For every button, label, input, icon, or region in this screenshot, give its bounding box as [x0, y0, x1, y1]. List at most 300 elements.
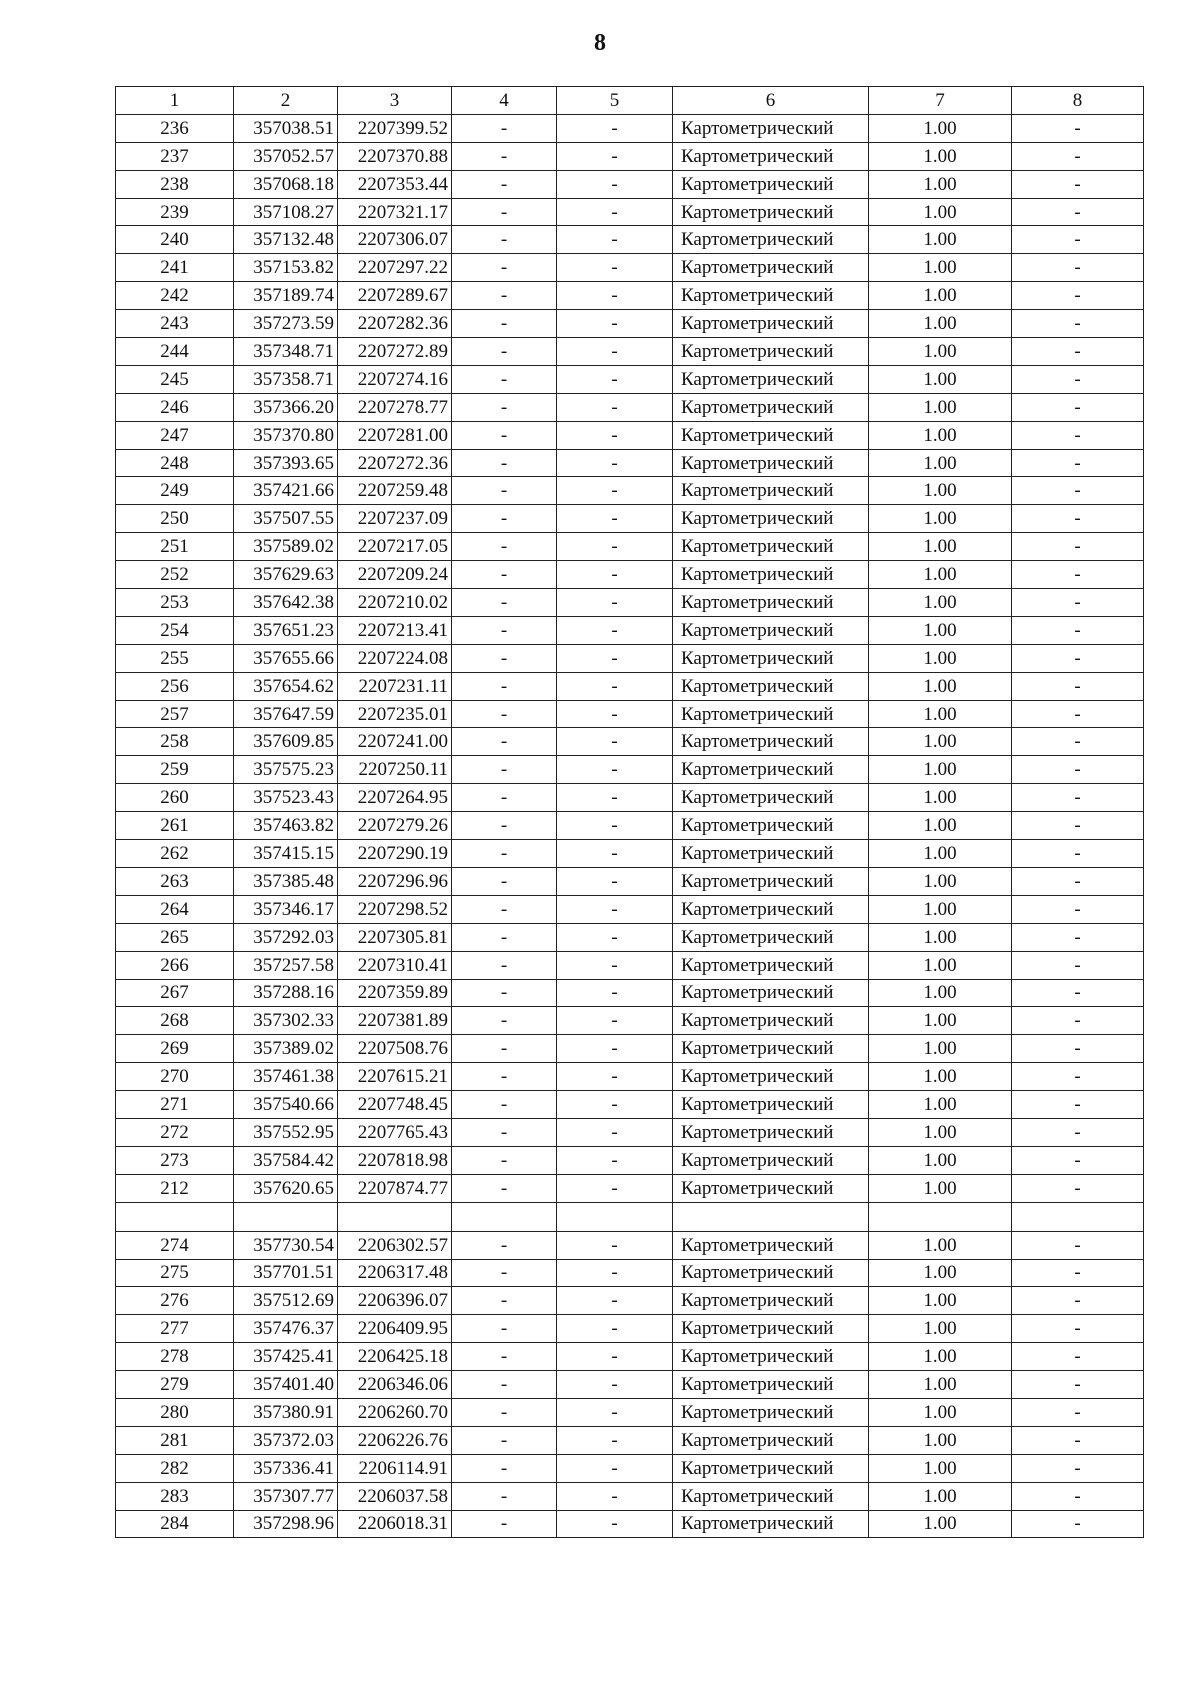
col8-cell: - — [1012, 672, 1144, 700]
coordinates-table — [115, 86, 1144, 1538]
y-coordinate-cell: 2207370.88 — [338, 142, 452, 170]
method-cell: Картометрический — [673, 1118, 869, 1146]
x-coordinate-cell: 357461.38 — [234, 1063, 338, 1091]
col5-cell: - — [557, 589, 673, 617]
col4-cell: - — [452, 1315, 557, 1343]
y-coordinate-cell: 2206018.31 — [338, 1510, 452, 1538]
column-header: 8 — [1012, 87, 1144, 115]
table-row — [116, 840, 1144, 868]
col4-cell: - — [452, 951, 557, 979]
y-coordinate-cell: 2207305.81 — [338, 923, 452, 951]
col4-cell: - — [452, 142, 557, 170]
x-coordinate-cell: 357108.27 — [234, 198, 338, 226]
col5-cell: - — [557, 951, 673, 979]
accuracy-cell: 1.00 — [869, 393, 1012, 421]
accuracy-cell: 1.00 — [869, 254, 1012, 282]
x-coordinate-cell: 357730.54 — [234, 1231, 338, 1259]
y-coordinate-cell: 2207399.52 — [338, 114, 452, 142]
point-number-cell: 246 — [116, 393, 234, 421]
col8-cell: - — [1012, 1371, 1144, 1399]
table-row — [116, 1343, 1144, 1371]
y-coordinate-cell: 2207765.43 — [338, 1118, 452, 1146]
y-coordinate-cell: 2207213.41 — [338, 616, 452, 644]
method-cell: Картометрический — [673, 700, 869, 728]
col4-cell: - — [452, 728, 557, 756]
y-coordinate-cell: 2207615.21 — [338, 1063, 452, 1091]
col8-cell: - — [1012, 310, 1144, 338]
y-coordinate-cell: 2207874.77 — [338, 1174, 452, 1202]
table-row — [116, 1174, 1144, 1202]
col5-cell: - — [557, 1118, 673, 1146]
point-number-cell: 284 — [116, 1510, 234, 1538]
col4-cell: - — [452, 1398, 557, 1426]
col4-cell: - — [452, 589, 557, 617]
col4-cell: - — [452, 812, 557, 840]
col5-cell: - — [557, 1315, 673, 1343]
method-cell: Картометрический — [673, 979, 869, 1007]
point-number-cell: 252 — [116, 561, 234, 589]
table-row — [116, 979, 1144, 1007]
col4-cell: - — [452, 784, 557, 812]
method-cell: Картометрический — [673, 1063, 869, 1091]
x-coordinate-cell: 357589.02 — [234, 533, 338, 561]
y-coordinate-cell: 2207224.08 — [338, 644, 452, 672]
method-cell: Картометрический — [673, 1146, 869, 1174]
accuracy-cell: 1.00 — [869, 1091, 1012, 1119]
column-header: 1 — [116, 87, 234, 115]
table-row — [116, 393, 1144, 421]
y-coordinate-cell: 2207297.22 — [338, 254, 452, 282]
accuracy-cell: 1.00 — [869, 923, 1012, 951]
col4-cell: - — [452, 923, 557, 951]
col5-cell: - — [557, 979, 673, 1007]
col4-cell: - — [452, 1371, 557, 1399]
col8-cell: - — [1012, 1315, 1144, 1343]
point-number-cell: 277 — [116, 1315, 234, 1343]
col5-cell: - — [557, 1426, 673, 1454]
y-coordinate-cell: 2207818.98 — [338, 1146, 452, 1174]
y-coordinate-cell: 2207359.89 — [338, 979, 452, 1007]
col8-cell: - — [1012, 365, 1144, 393]
method-cell: Картометрический — [673, 895, 869, 923]
accuracy-cell: 1.00 — [869, 226, 1012, 254]
col5-cell: - — [557, 365, 673, 393]
col5-cell: - — [557, 114, 673, 142]
table-row — [116, 728, 1144, 756]
table-row — [116, 923, 1144, 951]
point-number-cell: 278 — [116, 1343, 234, 1371]
method-cell: Картометрический — [673, 114, 869, 142]
col8-cell: - — [1012, 589, 1144, 617]
table-body — [116, 114, 1144, 1538]
accuracy-cell: 1.00 — [869, 533, 1012, 561]
col5-cell: - — [557, 700, 673, 728]
x-coordinate-cell: 357366.20 — [234, 393, 338, 421]
col8-cell: - — [1012, 477, 1144, 505]
y-coordinate-cell: 2207353.44 — [338, 170, 452, 198]
point-number-cell: 258 — [116, 728, 234, 756]
col5-cell: - — [557, 393, 673, 421]
point-number-cell: 241 — [116, 254, 234, 282]
col4-cell: - — [452, 365, 557, 393]
col5-cell: - — [557, 616, 673, 644]
column-header: 6 — [673, 87, 869, 115]
col5-cell — [557, 1202, 673, 1231]
y-coordinate-cell: 2207272.36 — [338, 449, 452, 477]
table-row — [116, 114, 1144, 142]
point-number-cell: 272 — [116, 1118, 234, 1146]
accuracy-cell: 1.00 — [869, 1146, 1012, 1174]
point-number-cell: 249 — [116, 477, 234, 505]
col5-cell: - — [557, 1146, 673, 1174]
table-row — [116, 784, 1144, 812]
table-row — [116, 1063, 1144, 1091]
col5-cell: - — [557, 142, 673, 170]
x-coordinate-cell: 357132.48 — [234, 226, 338, 254]
table-row — [116, 198, 1144, 226]
point-number-cell: 266 — [116, 951, 234, 979]
col8-cell: - — [1012, 1259, 1144, 1287]
y-coordinate-cell: 2207296.96 — [338, 867, 452, 895]
method-cell: Картометрический — [673, 393, 869, 421]
col5-cell: - — [557, 1482, 673, 1510]
col5-cell: - — [557, 867, 673, 895]
point-number-cell: 254 — [116, 616, 234, 644]
point-number-cell: 268 — [116, 1007, 234, 1035]
accuracy-cell: 1.00 — [869, 616, 1012, 644]
column-header: 4 — [452, 87, 557, 115]
col8-cell: - — [1012, 1118, 1144, 1146]
x-coordinate-cell: 357575.23 — [234, 756, 338, 784]
table-row — [116, 561, 1144, 589]
method-cell: Картометрический — [673, 616, 869, 644]
x-coordinate-cell: 357358.71 — [234, 365, 338, 393]
accuracy-cell: 1.00 — [869, 365, 1012, 393]
y-coordinate-cell: 2207235.01 — [338, 700, 452, 728]
col5-cell: - — [557, 1398, 673, 1426]
point-number-cell: 275 — [116, 1259, 234, 1287]
col4-cell: - — [452, 756, 557, 784]
y-coordinate-cell: 2207264.95 — [338, 784, 452, 812]
col8-cell: - — [1012, 644, 1144, 672]
table-row — [116, 644, 1144, 672]
point-number-cell: 265 — [116, 923, 234, 951]
table-row — [116, 616, 1144, 644]
x-coordinate-cell: 357512.69 — [234, 1287, 338, 1315]
table-row — [116, 672, 1144, 700]
y-coordinate-cell: 2207210.02 — [338, 589, 452, 617]
col4-cell: - — [452, 672, 557, 700]
y-coordinate-cell: 2207217.05 — [338, 533, 452, 561]
table-row — [116, 449, 1144, 477]
y-coordinate-cell: 2207259.48 — [338, 477, 452, 505]
col4-cell: - — [452, 170, 557, 198]
col5-cell: - — [557, 505, 673, 533]
method-cell: Картометрический — [673, 784, 869, 812]
method-cell: Картометрический — [673, 365, 869, 393]
accuracy-cell: 1.00 — [869, 644, 1012, 672]
table-header-row — [116, 87, 1144, 115]
y-coordinate-cell: 2206425.18 — [338, 1343, 452, 1371]
col5-cell: - — [557, 226, 673, 254]
col5-cell: - — [557, 198, 673, 226]
col4-cell: - — [452, 254, 557, 282]
point-number-cell — [116, 1202, 234, 1231]
column-header: 2 — [234, 87, 338, 115]
point-number-cell: 250 — [116, 505, 234, 533]
col8-cell: - — [1012, 840, 1144, 868]
table-row — [116, 365, 1144, 393]
method-cell: Картометрический — [673, 1007, 869, 1035]
point-number-cell: 260 — [116, 784, 234, 812]
col8-cell: - — [1012, 1035, 1144, 1063]
col5-cell: - — [557, 1259, 673, 1287]
col8-cell: - — [1012, 282, 1144, 310]
accuracy-cell: 1.00 — [869, 1426, 1012, 1454]
col4-cell: - — [452, 1231, 557, 1259]
col8-cell: - — [1012, 1063, 1144, 1091]
method-cell: Картометрический — [673, 449, 869, 477]
col8-cell: - — [1012, 812, 1144, 840]
col8-cell: - — [1012, 784, 1144, 812]
x-coordinate-cell: 357421.66 — [234, 477, 338, 505]
accuracy-cell: 1.00 — [869, 114, 1012, 142]
col8-cell: - — [1012, 198, 1144, 226]
y-coordinate-cell: 2206260.70 — [338, 1398, 452, 1426]
y-coordinate-cell: 2206226.76 — [338, 1426, 452, 1454]
col8-cell: - — [1012, 505, 1144, 533]
y-coordinate-cell: 2207209.24 — [338, 561, 452, 589]
x-coordinate-cell: 357189.74 — [234, 282, 338, 310]
table-row — [116, 142, 1144, 170]
accuracy-cell: 1.00 — [869, 1231, 1012, 1259]
accuracy-cell: 1.00 — [869, 1035, 1012, 1063]
point-number-cell: 247 — [116, 421, 234, 449]
x-coordinate-cell: 357552.95 — [234, 1118, 338, 1146]
col4-cell: - — [452, 421, 557, 449]
x-coordinate-cell: 357302.33 — [234, 1007, 338, 1035]
col4-cell: - — [452, 1007, 557, 1035]
point-number-cell: 281 — [116, 1426, 234, 1454]
accuracy-cell: 1.00 — [869, 728, 1012, 756]
accuracy-cell: 1.00 — [869, 282, 1012, 310]
y-coordinate-cell: 2206409.95 — [338, 1315, 452, 1343]
table-row — [116, 1091, 1144, 1119]
x-coordinate-cell: 357701.51 — [234, 1259, 338, 1287]
y-coordinate-cell: 2207381.89 — [338, 1007, 452, 1035]
col4-cell: - — [452, 700, 557, 728]
accuracy-cell: 1.00 — [869, 784, 1012, 812]
col5-cell: - — [557, 1063, 673, 1091]
method-cell: Картометрический — [673, 1454, 869, 1482]
col5-cell: - — [557, 170, 673, 198]
x-coordinate-cell: 357385.48 — [234, 867, 338, 895]
table-row — [116, 895, 1144, 923]
col5-cell: - — [557, 1007, 673, 1035]
accuracy-cell: 1.00 — [869, 449, 1012, 477]
point-number-cell: 283 — [116, 1482, 234, 1510]
point-number-cell: 212 — [116, 1174, 234, 1202]
column-header: 3 — [338, 87, 452, 115]
point-number-cell: 242 — [116, 282, 234, 310]
point-number-cell: 255 — [116, 644, 234, 672]
col5-cell: - — [557, 338, 673, 366]
col8-cell: - — [1012, 421, 1144, 449]
y-coordinate-cell: 2207278.77 — [338, 393, 452, 421]
method-cell: Картометрический — [673, 1231, 869, 1259]
point-number-cell: 239 — [116, 198, 234, 226]
y-coordinate-cell: 2207231.11 — [338, 672, 452, 700]
method-cell — [673, 1202, 869, 1231]
x-coordinate-cell: 357642.38 — [234, 589, 338, 617]
x-coordinate-cell: 357654.62 — [234, 672, 338, 700]
accuracy-cell: 1.00 — [869, 1007, 1012, 1035]
point-number-cell: 264 — [116, 895, 234, 923]
accuracy-cell: 1.00 — [869, 895, 1012, 923]
table-row — [116, 756, 1144, 784]
table-row — [116, 1259, 1144, 1287]
accuracy-cell: 1.00 — [869, 310, 1012, 338]
col5-cell: - — [557, 1035, 673, 1063]
col4-cell: - — [452, 561, 557, 589]
point-number-cell: 267 — [116, 979, 234, 1007]
method-cell: Картометрический — [673, 310, 869, 338]
col4-cell: - — [452, 840, 557, 868]
col5-cell: - — [557, 728, 673, 756]
col5-cell: - — [557, 1454, 673, 1482]
accuracy-cell: 1.00 — [869, 867, 1012, 895]
col8-cell: - — [1012, 1426, 1144, 1454]
col8-cell: - — [1012, 979, 1144, 1007]
y-coordinate-cell: 2207298.52 — [338, 895, 452, 923]
accuracy-cell: 1.00 — [869, 589, 1012, 617]
x-coordinate-cell: 357038.51 — [234, 114, 338, 142]
point-number-cell: 259 — [116, 756, 234, 784]
col8-cell: - — [1012, 533, 1144, 561]
point-number-cell: 270 — [116, 1063, 234, 1091]
y-coordinate-cell: 2206114.91 — [338, 1454, 452, 1482]
accuracy-cell: 1.00 — [869, 1118, 1012, 1146]
point-number-cell: 237 — [116, 142, 234, 170]
accuracy-cell: 1.00 — [869, 142, 1012, 170]
col4-cell: - — [452, 198, 557, 226]
table-row — [116, 867, 1144, 895]
col8-cell: - — [1012, 756, 1144, 784]
y-coordinate-cell: 2207282.36 — [338, 310, 452, 338]
col4-cell: - — [452, 114, 557, 142]
method-cell: Картометрический — [673, 1287, 869, 1315]
col4-cell: - — [452, 1146, 557, 1174]
accuracy-cell: 1.00 — [869, 1343, 1012, 1371]
col4-cell — [452, 1202, 557, 1231]
point-number-cell: 256 — [116, 672, 234, 700]
method-cell: Картометрический — [673, 728, 869, 756]
table-row — [116, 1371, 1144, 1399]
col4-cell: - — [452, 449, 557, 477]
method-cell: Картометрический — [673, 1398, 869, 1426]
point-number-cell: 276 — [116, 1287, 234, 1315]
accuracy-cell: 1.00 — [869, 1259, 1012, 1287]
col4-cell: - — [452, 1035, 557, 1063]
col4-cell: - — [452, 282, 557, 310]
method-cell: Картометрический — [673, 226, 869, 254]
x-coordinate-cell: 357292.03 — [234, 923, 338, 951]
x-coordinate-cell — [234, 1202, 338, 1231]
y-coordinate-cell: 2207272.89 — [338, 338, 452, 366]
method-cell: Картометрический — [673, 812, 869, 840]
x-coordinate-cell: 357298.96 — [234, 1510, 338, 1538]
x-coordinate-cell: 357052.57 — [234, 142, 338, 170]
table-row — [116, 1202, 1144, 1231]
col8-cell: - — [1012, 1146, 1144, 1174]
x-coordinate-cell: 357348.71 — [234, 338, 338, 366]
col5-cell: - — [557, 282, 673, 310]
y-coordinate-cell: 2207281.00 — [338, 421, 452, 449]
x-coordinate-cell: 357620.65 — [234, 1174, 338, 1202]
method-cell: Картометрический — [673, 170, 869, 198]
col4-cell: - — [452, 1287, 557, 1315]
col8-cell: - — [1012, 449, 1144, 477]
y-coordinate-cell: 2207508.76 — [338, 1035, 452, 1063]
col8-cell: - — [1012, 1174, 1144, 1202]
y-coordinate-cell: 2207290.19 — [338, 840, 452, 868]
table-row — [116, 589, 1144, 617]
point-number-cell: 262 — [116, 840, 234, 868]
method-cell: Картометрический — [673, 1371, 869, 1399]
point-number-cell: 248 — [116, 449, 234, 477]
y-coordinate-cell: 2207306.07 — [338, 226, 452, 254]
table-row — [116, 1287, 1144, 1315]
col5-cell: - — [557, 254, 673, 282]
col8-cell: - — [1012, 1091, 1144, 1119]
y-coordinate-cell: 2206302.57 — [338, 1231, 452, 1259]
point-number-cell: 240 — [116, 226, 234, 254]
table-row — [116, 1315, 1144, 1343]
x-coordinate-cell: 357307.77 — [234, 1482, 338, 1510]
table-row — [116, 700, 1144, 728]
x-coordinate-cell: 357068.18 — [234, 170, 338, 198]
method-cell: Картометрический — [673, 254, 869, 282]
col5-cell: - — [557, 533, 673, 561]
col5-cell: - — [557, 784, 673, 812]
table-row — [116, 282, 1144, 310]
x-coordinate-cell: 357655.66 — [234, 644, 338, 672]
col4-cell: - — [452, 979, 557, 1007]
table-row — [116, 1146, 1144, 1174]
method-cell: Картометрический — [673, 198, 869, 226]
col4-cell: - — [452, 1343, 557, 1371]
col4-cell: - — [452, 1091, 557, 1119]
table-row — [116, 477, 1144, 505]
accuracy-cell: 1.00 — [869, 170, 1012, 198]
x-coordinate-cell: 357425.41 — [234, 1343, 338, 1371]
y-coordinate-cell: 2207250.11 — [338, 756, 452, 784]
y-coordinate-cell: 2207321.17 — [338, 198, 452, 226]
col5-cell: - — [557, 421, 673, 449]
y-coordinate-cell: 2207274.16 — [338, 365, 452, 393]
method-cell: Картометрический — [673, 282, 869, 310]
method-cell: Картометрический — [673, 561, 869, 589]
col5-cell: - — [557, 561, 673, 589]
col5-cell: - — [557, 1287, 673, 1315]
accuracy-cell: 1.00 — [869, 1371, 1012, 1399]
y-coordinate-cell: 2206396.07 — [338, 1287, 452, 1315]
method-cell: Картометрический — [673, 338, 869, 366]
point-number-cell: 236 — [116, 114, 234, 142]
method-cell: Картометрический — [673, 1259, 869, 1287]
col8-cell: - — [1012, 170, 1144, 198]
x-coordinate-cell: 357336.41 — [234, 1454, 338, 1482]
